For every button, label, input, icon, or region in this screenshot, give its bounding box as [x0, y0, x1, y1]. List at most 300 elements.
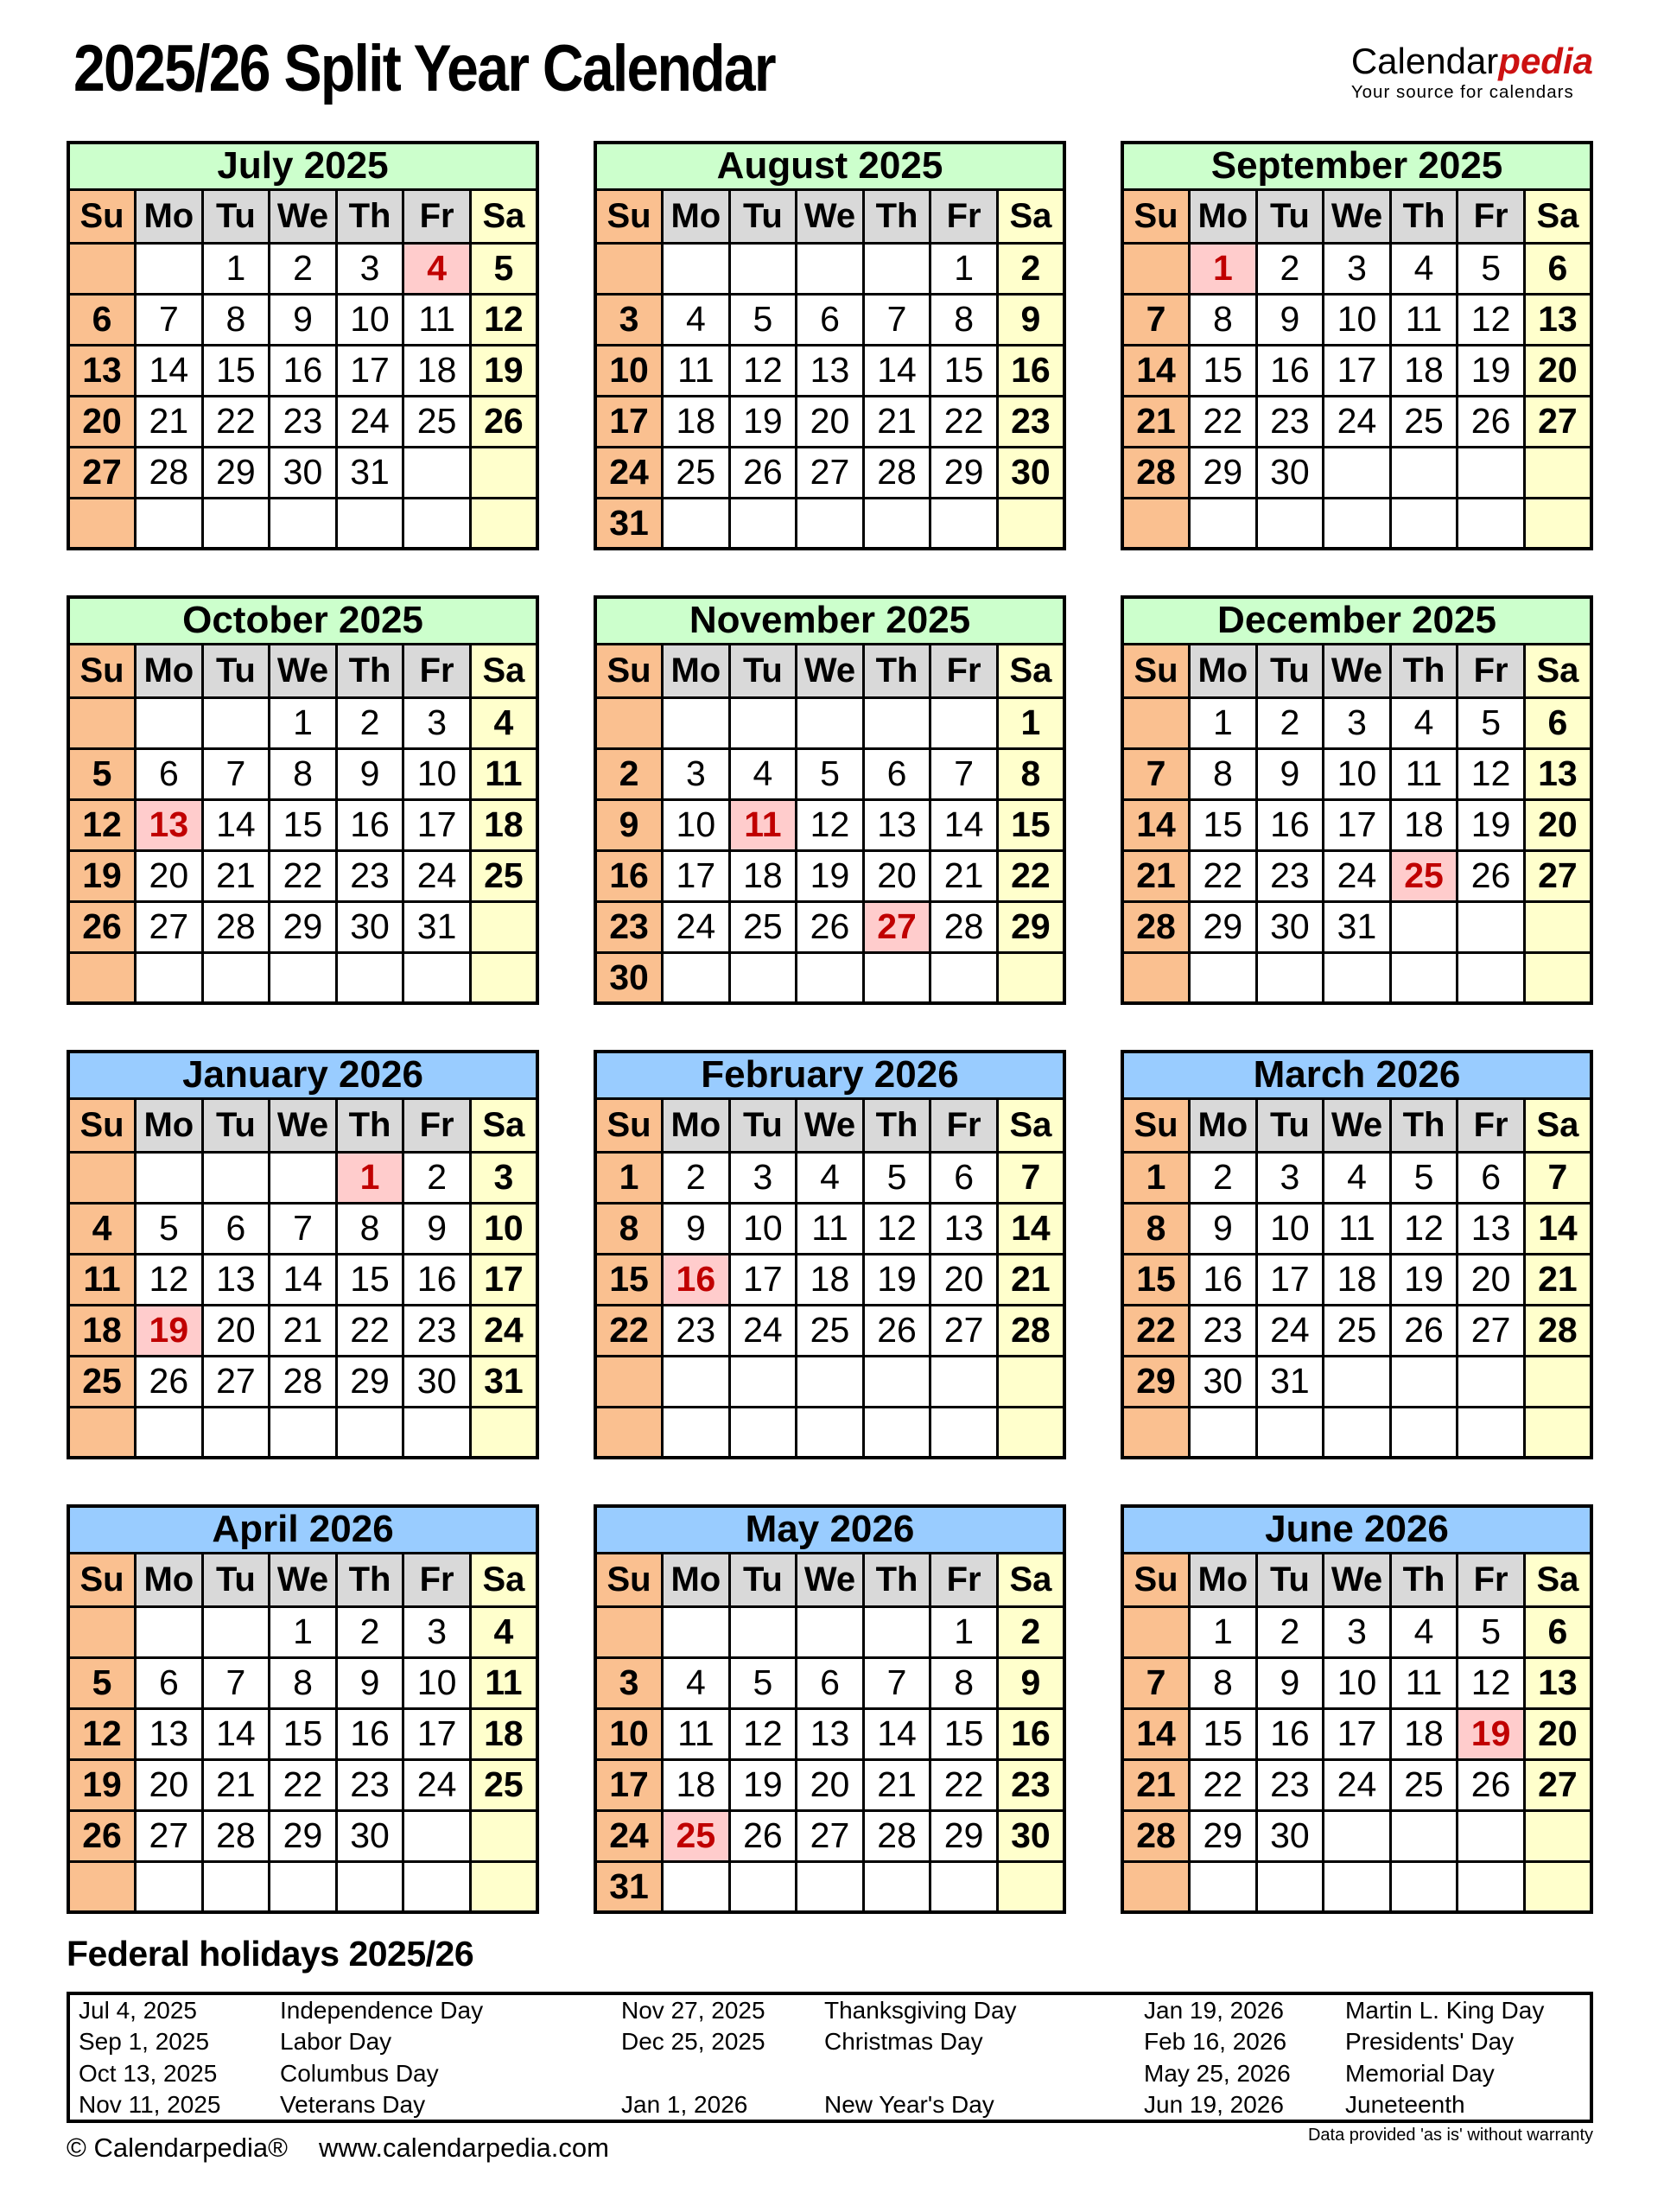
- day-cell: 3: [663, 748, 730, 799]
- holiday-name: [816, 2057, 1135, 2089]
- day-cell: 14: [863, 345, 930, 396]
- day-header-we: We: [797, 644, 864, 697]
- day-cell: 26: [1458, 850, 1525, 901]
- day-cell: 18: [1390, 345, 1458, 396]
- day-cell: 24: [403, 1759, 471, 1810]
- empty-cell: [68, 952, 136, 1003]
- day-cell: 30: [1256, 901, 1324, 952]
- day-cell: 5: [863, 1152, 930, 1203]
- day-cell: 6: [1524, 1606, 1591, 1657]
- day-header-sa: Sa: [997, 1553, 1064, 1606]
- day-cell: 30: [403, 1356, 471, 1407]
- day-cell: 27: [1524, 1759, 1591, 1810]
- day-cell: 5: [68, 1657, 136, 1708]
- day-cell: 2: [997, 243, 1064, 294]
- day-cell: 10: [470, 1203, 537, 1254]
- day-cell: 10: [1324, 294, 1391, 345]
- day-cell: 25: [663, 447, 730, 498]
- day-cell: 27: [68, 447, 136, 498]
- day-header-tu: Tu: [729, 189, 797, 243]
- day-cell: 3: [729, 1152, 797, 1203]
- day-cell: 21: [1122, 850, 1190, 901]
- day-cell: 10: [403, 748, 471, 799]
- day-cell: 7: [1524, 1152, 1591, 1203]
- day-cell: 2: [1190, 1152, 1257, 1203]
- day-cell: 14: [136, 345, 203, 396]
- disclaimer-text: Data provided 'as is' without warranty: [1307, 2126, 1593, 2145]
- day-cell: 8: [202, 294, 270, 345]
- empty-cell: [663, 1861, 730, 1912]
- day-cell: 18: [663, 1759, 730, 1810]
- holiday-name: Independence Day: [280, 1996, 484, 2024]
- day-cell: 16: [336, 799, 403, 850]
- day-cell: 2: [595, 748, 663, 799]
- day-cell: 19: [68, 850, 136, 901]
- empty-cell: [1458, 498, 1525, 549]
- holiday-date: Jan 1, 2026: [621, 2090, 748, 2118]
- empty-cell: [863, 1407, 930, 1458]
- day-cell: 26: [1458, 396, 1525, 447]
- day-cell: 29: [336, 1356, 403, 1407]
- day-cell: 27: [797, 447, 864, 498]
- day-cell: 1: [336, 1152, 403, 1203]
- empty-cell: [663, 697, 730, 748]
- day-cell: 28: [136, 447, 203, 498]
- empty-cell: [1256, 1407, 1324, 1458]
- day-header-fr: Fr: [930, 189, 998, 243]
- day-cell: 5: [1458, 1606, 1525, 1657]
- day-cell: 6: [797, 294, 864, 345]
- day-cell: 12: [68, 1708, 136, 1759]
- day-cell: 22: [270, 1759, 337, 1810]
- day-header-tu: Tu: [729, 1098, 797, 1152]
- day-header-we: We: [1324, 189, 1391, 243]
- day-header-su: Su: [595, 644, 663, 697]
- day-cell: 8: [336, 1203, 403, 1254]
- day-cell: 15: [930, 1708, 998, 1759]
- day-cell: 2: [1256, 697, 1324, 748]
- day-cell: 25: [1390, 1759, 1458, 1810]
- empty-cell: [1524, 1356, 1591, 1407]
- empty-cell: [202, 952, 270, 1003]
- day-cell: 26: [729, 1810, 797, 1861]
- day-cell: 5: [797, 748, 864, 799]
- day-cell: 14: [1122, 1708, 1190, 1759]
- day-cell: 16: [1190, 1254, 1257, 1305]
- month-title: May 2026: [595, 1506, 1064, 1553]
- day-cell: 8: [930, 1657, 998, 1708]
- empty-cell: [729, 1407, 797, 1458]
- day-header-su: Su: [1122, 1098, 1190, 1152]
- day-header-we: We: [270, 1553, 337, 1606]
- day-cell: 27: [202, 1356, 270, 1407]
- day-cell: 16: [336, 1708, 403, 1759]
- day-cell: 18: [470, 1708, 537, 1759]
- month-title: November 2025: [595, 597, 1064, 644]
- day-cell: 27: [136, 901, 203, 952]
- day-cell: 28: [202, 1810, 270, 1861]
- day-cell: 17: [1324, 345, 1391, 396]
- day-cell: 2: [336, 1606, 403, 1657]
- empty-cell: [68, 498, 136, 549]
- day-cell: 14: [1122, 345, 1190, 396]
- day-cell: 9: [403, 1203, 471, 1254]
- day-cell: 11: [68, 1254, 136, 1305]
- empty-cell: [729, 1861, 797, 1912]
- day-cell: 25: [663, 1810, 730, 1861]
- day-cell: 30: [997, 1810, 1064, 1861]
- day-cell: 21: [202, 1759, 270, 1810]
- site-url[interactable]: www.calendarpedia.com: [318, 2133, 609, 2163]
- empty-cell: [403, 498, 471, 549]
- empty-cell: [470, 901, 537, 952]
- logo-wordmark: [1351, 43, 1593, 79]
- day-cell: 15: [1190, 345, 1257, 396]
- holiday-date: Jan 19, 2026: [1144, 1996, 1284, 2024]
- day-cell: 6: [1524, 697, 1591, 748]
- day-cell: 12: [1390, 1203, 1458, 1254]
- day-header-sa: Sa: [470, 189, 537, 243]
- empty-cell: [729, 243, 797, 294]
- empty-cell: [68, 1407, 136, 1458]
- day-cell: 15: [270, 799, 337, 850]
- day-cell: 5: [729, 1657, 797, 1708]
- empty-cell: [863, 1861, 930, 1912]
- day-header-tu: Tu: [1256, 644, 1324, 697]
- empty-cell: [595, 1407, 663, 1458]
- day-cell: 1: [997, 697, 1064, 748]
- day-cell: 30: [997, 447, 1064, 498]
- day-cell: 15: [930, 345, 998, 396]
- empty-cell: [1324, 1861, 1391, 1912]
- day-cell: 31: [1324, 901, 1391, 952]
- day-header-su: Su: [595, 1098, 663, 1152]
- holiday-date: Jun 19, 2026: [1144, 2090, 1284, 2118]
- empty-cell: [595, 1606, 663, 1657]
- empty-cell: [1122, 697, 1190, 748]
- empty-cell: [1190, 952, 1257, 1003]
- day-cell: 24: [1324, 396, 1391, 447]
- day-cell: 1: [595, 1152, 663, 1203]
- day-header-fr: Fr: [1458, 1098, 1525, 1152]
- day-header-fr: Fr: [403, 189, 471, 243]
- day-cell: 7: [863, 294, 930, 345]
- day-cell: 9: [270, 294, 337, 345]
- day-cell: 21: [863, 396, 930, 447]
- month-title: April 2026: [68, 1506, 537, 1553]
- day-cell: 27: [1524, 396, 1591, 447]
- day-cell: 15: [1190, 799, 1257, 850]
- day-cell: 18: [68, 1305, 136, 1356]
- empty-cell: [470, 447, 537, 498]
- month-june-2026: [1121, 1504, 1593, 1914]
- day-cell: 8: [1190, 1657, 1257, 1708]
- day-cell: 19: [136, 1305, 203, 1356]
- empty-cell: [1458, 1356, 1525, 1407]
- day-header-sa: Sa: [997, 189, 1064, 243]
- empty-cell: [1324, 447, 1391, 498]
- day-cell: 2: [997, 1606, 1064, 1657]
- day-header-sa: Sa: [470, 644, 537, 697]
- day-cell: 22: [930, 396, 998, 447]
- day-cell: 2: [403, 1152, 471, 1203]
- day-cell: 28: [997, 1305, 1064, 1356]
- day-header-mo: Mo: [136, 189, 203, 243]
- day-cell: 17: [336, 345, 403, 396]
- day-cell: 1: [1190, 697, 1257, 748]
- empty-cell: [729, 1356, 797, 1407]
- empty-cell: [1190, 498, 1257, 549]
- day-cell: 11: [1390, 748, 1458, 799]
- day-cell: 13: [1524, 294, 1591, 345]
- day-cell: 28: [1524, 1305, 1591, 1356]
- day-cell: 17: [595, 1759, 663, 1810]
- day-cell: 5: [1458, 243, 1525, 294]
- day-cell: 21: [1122, 1759, 1190, 1810]
- day-cell: 14: [202, 799, 270, 850]
- day-cell: 8: [997, 748, 1064, 799]
- day-header-th: Th: [336, 1553, 403, 1606]
- holiday-name: Presidents' Day: [1345, 2027, 1515, 2055]
- day-header-we: We: [1324, 644, 1391, 697]
- day-cell: 2: [270, 243, 337, 294]
- empty-cell: [470, 1861, 537, 1912]
- holiday-date: Oct 13, 2025: [79, 2059, 218, 2087]
- day-cell: 24: [470, 1305, 537, 1356]
- day-cell: 16: [1256, 345, 1324, 396]
- day-header-sa: Sa: [470, 1553, 537, 1606]
- day-cell: 16: [270, 345, 337, 396]
- day-header-tu: Tu: [1256, 1553, 1324, 1606]
- day-cell: 31: [1256, 1356, 1324, 1407]
- empty-cell: [997, 498, 1064, 549]
- day-cell: 6: [1458, 1152, 1525, 1203]
- day-cell: 23: [270, 396, 337, 447]
- day-cell: 8: [270, 748, 337, 799]
- day-cell: 10: [1324, 748, 1391, 799]
- day-cell: 1: [202, 243, 270, 294]
- day-header-we: We: [270, 189, 337, 243]
- empty-cell: [663, 243, 730, 294]
- holiday-name: Columbus Day: [280, 2059, 439, 2087]
- day-cell: 12: [863, 1203, 930, 1254]
- day-header-mo: Mo: [1190, 189, 1257, 243]
- day-cell: 8: [1190, 748, 1257, 799]
- day-cell: 4: [470, 697, 537, 748]
- day-cell: 23: [1190, 1305, 1257, 1356]
- months-grid: [67, 141, 1593, 1914]
- day-cell: 23: [1256, 850, 1324, 901]
- day-header-sa: Sa: [1524, 644, 1591, 697]
- empty-cell: [797, 1606, 864, 1657]
- day-cell: 15: [270, 1708, 337, 1759]
- month-april-2026: [67, 1504, 539, 1914]
- day-cell: 22: [1190, 1759, 1257, 1810]
- empty-cell: [663, 1407, 730, 1458]
- copyright-line: [67, 2133, 609, 2164]
- day-header-su: Su: [1122, 1553, 1190, 1606]
- empty-cell: [470, 1407, 537, 1458]
- empty-cell: [1122, 952, 1190, 1003]
- day-cell: 4: [68, 1203, 136, 1254]
- day-header-mo: Mo: [663, 644, 730, 697]
- day-header-su: Su: [68, 1553, 136, 1606]
- holidays-table-body: [68, 1993, 1591, 2121]
- month-title: December 2025: [1122, 597, 1591, 644]
- month-september-2025: [1121, 141, 1593, 550]
- day-header-th: Th: [1390, 1553, 1458, 1606]
- day-cell: 6: [68, 294, 136, 345]
- empty-cell: [930, 952, 998, 1003]
- day-cell: 27: [1524, 850, 1591, 901]
- day-cell: 24: [1324, 1759, 1391, 1810]
- month-march-2026: [1121, 1050, 1593, 1459]
- day-cell: 16: [403, 1254, 471, 1305]
- empty-cell: [1122, 1407, 1190, 1458]
- day-cell: 6: [202, 1203, 270, 1254]
- logo-tagline: Your source for calendars: [1350, 82, 1574, 102]
- month-january-2026: [67, 1050, 539, 1459]
- day-cell: 5: [729, 294, 797, 345]
- empty-cell: [997, 952, 1064, 1003]
- day-cell: 10: [595, 1708, 663, 1759]
- empty-cell: [663, 952, 730, 1003]
- empty-cell: [403, 447, 471, 498]
- holiday-date: Feb 16, 2026: [1144, 2027, 1287, 2055]
- empty-cell: [1190, 1861, 1257, 1912]
- empty-cell: [1458, 1407, 1525, 1458]
- empty-cell: [336, 952, 403, 1003]
- day-cell: 7: [863, 1657, 930, 1708]
- day-cell: 21: [930, 850, 998, 901]
- day-cell: 26: [68, 1810, 136, 1861]
- empty-cell: [997, 1407, 1064, 1458]
- day-cell: 23: [1256, 1759, 1324, 1810]
- day-cell: 9: [336, 748, 403, 799]
- empty-cell: [403, 1407, 471, 1458]
- holidays-table: [67, 1992, 1593, 2123]
- day-header-su: Su: [595, 1553, 663, 1606]
- day-cell: 20: [1524, 345, 1591, 396]
- day-cell: 22: [595, 1305, 663, 1356]
- day-header-th: Th: [1390, 644, 1458, 697]
- day-cell: 28: [1122, 1810, 1190, 1861]
- day-header-fr: Fr: [1458, 189, 1525, 243]
- empty-cell: [1122, 498, 1190, 549]
- day-cell: 17: [729, 1254, 797, 1305]
- empty-cell: [797, 1861, 864, 1912]
- day-header-sa: Sa: [470, 1098, 537, 1152]
- empty-cell: [1524, 901, 1591, 952]
- day-cell: 27: [797, 1810, 864, 1861]
- empty-cell: [863, 952, 930, 1003]
- day-cell: 2: [1256, 243, 1324, 294]
- holiday-date: Nov 11, 2025: [79, 2090, 221, 2118]
- day-header-mo: Mo: [136, 1098, 203, 1152]
- day-cell: 15: [1190, 1708, 1257, 1759]
- day-cell: 16: [663, 1254, 730, 1305]
- empty-cell: [470, 498, 537, 549]
- empty-cell: [1390, 1356, 1458, 1407]
- day-cell: 25: [470, 850, 537, 901]
- empty-cell: [729, 1606, 797, 1657]
- day-header-tu: Tu: [202, 189, 270, 243]
- day-header-mo: Mo: [1190, 644, 1257, 697]
- empty-cell: [403, 1861, 471, 1912]
- day-cell: 4: [470, 1606, 537, 1657]
- empty-cell: [270, 498, 337, 549]
- holiday-date: Sep 1, 2025: [79, 2027, 210, 2055]
- empty-cell: [863, 498, 930, 549]
- day-header-fr: Fr: [1458, 644, 1525, 697]
- day-cell: 7: [1122, 748, 1190, 799]
- day-cell: 21: [270, 1305, 337, 1356]
- day-cell: 12: [729, 1708, 797, 1759]
- day-cell: 22: [1190, 850, 1257, 901]
- day-cell: 20: [68, 396, 136, 447]
- day-cell: 26: [68, 901, 136, 952]
- empty-cell: [797, 1356, 864, 1407]
- day-cell: 23: [595, 901, 663, 952]
- day-cell: 22: [270, 850, 337, 901]
- empty-cell: [1122, 1606, 1190, 1657]
- day-cell: 19: [1458, 345, 1525, 396]
- empty-cell: [1458, 901, 1525, 952]
- holidays-heading: Federal holidays 2025/26: [67, 1934, 474, 1974]
- day-header-fr: Fr: [930, 1553, 998, 1606]
- day-header-th: Th: [1390, 189, 1458, 243]
- empty-cell: [797, 498, 864, 549]
- day-cell: 21: [863, 1759, 930, 1810]
- empty-cell: [1524, 498, 1591, 549]
- day-cell: 1: [1190, 1606, 1257, 1657]
- empty-cell: [403, 952, 471, 1003]
- empty-cell: [729, 498, 797, 549]
- day-cell: 20: [797, 396, 864, 447]
- day-cell: 31: [470, 1356, 537, 1407]
- day-cell: 14: [202, 1708, 270, 1759]
- empty-cell: [470, 952, 537, 1003]
- day-cell: 1: [270, 1606, 337, 1657]
- empty-cell: [863, 697, 930, 748]
- day-header-su: Su: [68, 644, 136, 697]
- day-cell: 18: [1390, 799, 1458, 850]
- day-cell: 3: [403, 697, 471, 748]
- day-cell: 4: [797, 1152, 864, 1203]
- day-cell: 9: [1256, 748, 1324, 799]
- day-cell: 30: [595, 952, 663, 1003]
- day-cell: 8: [1190, 294, 1257, 345]
- day-cell: 14: [930, 799, 998, 850]
- empty-cell: [136, 952, 203, 1003]
- day-cell: 9: [336, 1657, 403, 1708]
- day-cell: 10: [595, 345, 663, 396]
- day-cell: 11: [729, 799, 797, 850]
- day-cell: 13: [930, 1203, 998, 1254]
- holiday-date: Dec 25, 2025: [621, 2027, 765, 2055]
- day-header-tu: Tu: [729, 644, 797, 697]
- day-cell: 3: [1324, 243, 1391, 294]
- day-cell: 28: [270, 1356, 337, 1407]
- empty-cell: [1390, 1810, 1458, 1861]
- empty-cell: [202, 1861, 270, 1912]
- day-cell: 4: [403, 243, 471, 294]
- day-cell: 23: [336, 1759, 403, 1810]
- day-cell: 20: [136, 850, 203, 901]
- day-cell: 20: [1524, 1708, 1591, 1759]
- empty-cell: [202, 498, 270, 549]
- day-cell: 4: [663, 1657, 730, 1708]
